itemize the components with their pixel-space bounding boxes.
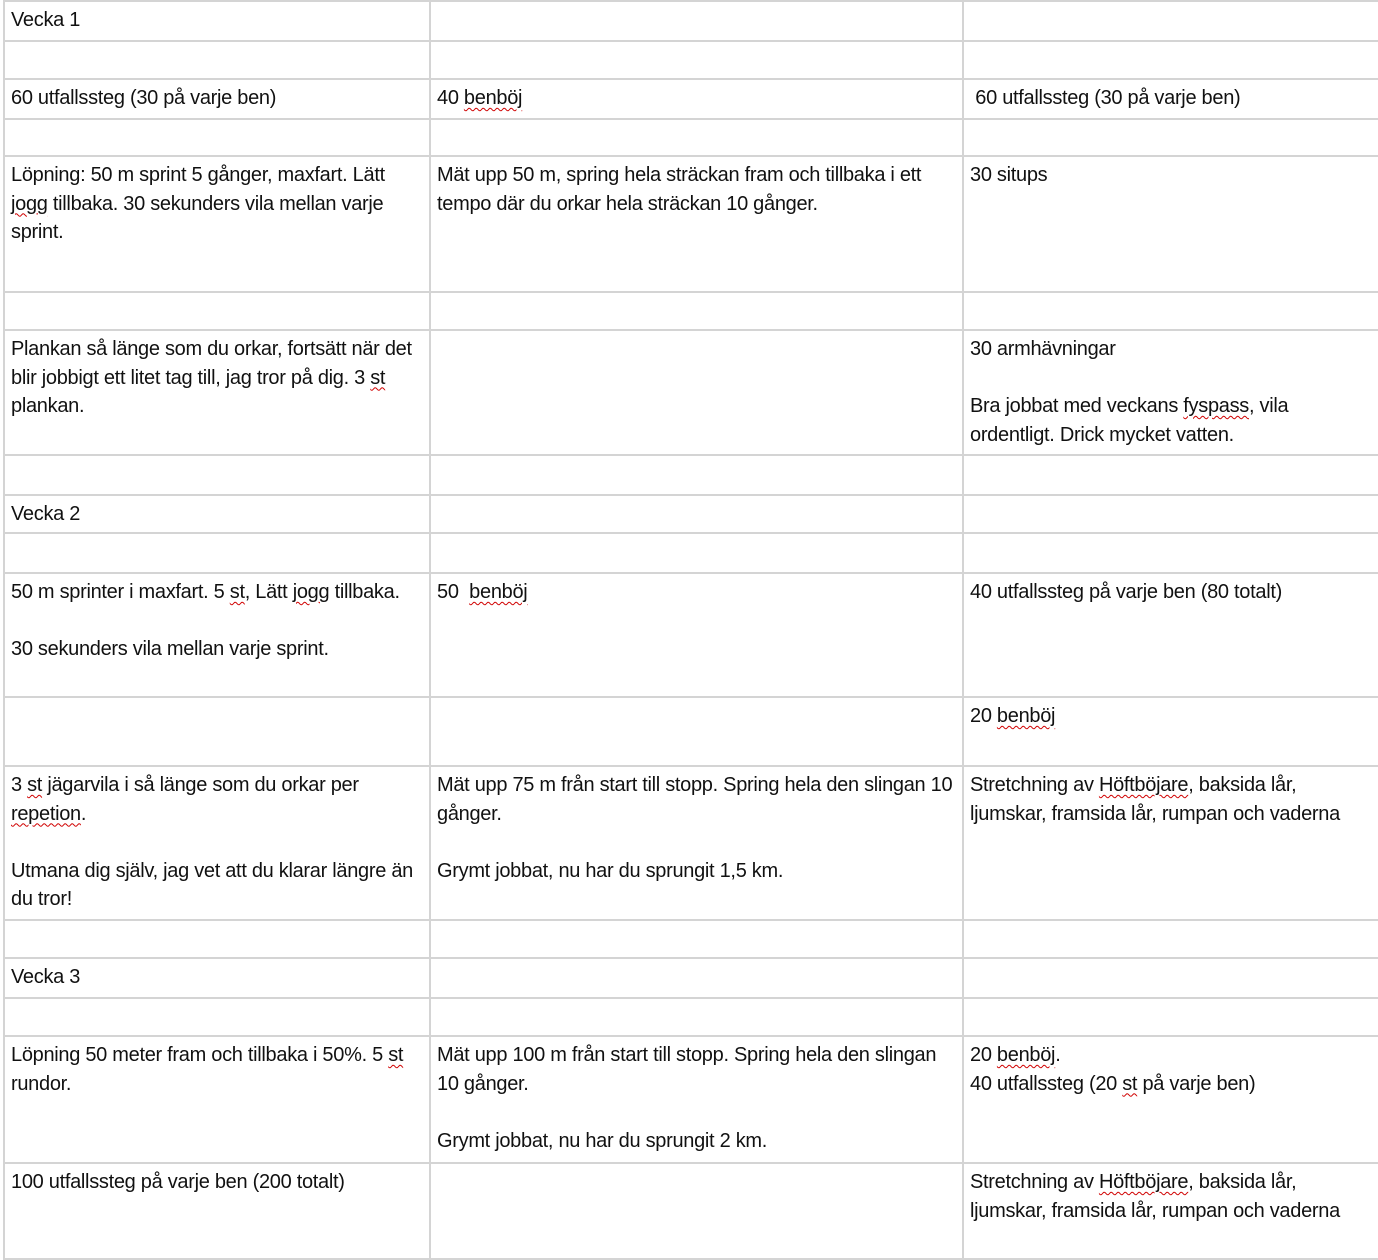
cell-paragraph: Grymt jobbat, nu har du sprungit 2 km.	[437, 1129, 768, 1152]
cell-paragraph	[970, 46, 1372, 75]
spellcheck-underline: benböj	[996, 1044, 1056, 1066]
cell-paragraph	[437, 1003, 956, 1032]
table-cell[interactable]	[430, 1, 963, 41]
table-cell[interactable]	[963, 697, 1378, 766]
cell-paragraph: Mät upp 100 m från start till stopp. Spring hela den slingan 10 gånger.	[437, 1044, 937, 1095]
table-row	[4, 1, 1378, 41]
cell-paragraph: Grymt jobbat, nu har du sprungit 1,5 km.	[437, 859, 784, 882]
cell-paragraph	[970, 963, 1372, 992]
cell-paragraph	[970, 925, 1372, 954]
table-row	[4, 1163, 1378, 1259]
cell-paragraph	[437, 46, 956, 75]
table-row	[4, 958, 1378, 998]
table-cell[interactable]	[4, 1, 430, 41]
cell-paragraph	[11, 607, 423, 636]
table-row	[4, 119, 1378, 156]
table-row	[4, 533, 1378, 573]
table-row	[4, 455, 1378, 495]
table-cell[interactable]	[430, 1163, 963, 1259]
cell-paragraph: 40 benböj	[437, 87, 523, 109]
table-row	[4, 573, 1378, 697]
table-cell[interactable]	[430, 292, 963, 330]
cell-paragraph: Utmana dig själv, jag vet att du klarar längre än du tror!	[11, 859, 413, 911]
cell-paragraph: Stretchning av Höftböjare, baksida lår, ljumskar, framsida lår, rumpan och vaderna	[970, 774, 1340, 825]
cell-paragraph: 30 situps	[970, 164, 1048, 186]
table-cell[interactable]	[963, 1, 1378, 41]
spellcheck-underline: benböj	[996, 705, 1056, 727]
cell-paragraph	[11, 460, 423, 489]
table-row	[4, 79, 1378, 119]
table-cell[interactable]	[430, 573, 963, 697]
table-cell[interactable]	[4, 495, 430, 533]
table-cell[interactable]	[4, 119, 430, 156]
table-row	[4, 292, 1378, 330]
cell-paragraph: 60 utfallssteg (30 på varje ben)	[975, 87, 1241, 109]
cell-paragraph: Plankan så länge som du orkar, fortsätt när det blir jobbigt ett litet tag till, jag tror på dig. 3 st plankan.	[11, 338, 412, 418]
cell-paragraph: Mät upp 75 m från start till stopp. Spring hela den slingan 10 gånger.	[437, 774, 953, 825]
cell-paragraph: Löpning 50 meter fram och tillbaka i 50%. 5 st rundor.	[11, 1044, 404, 1095]
cell-paragraph	[437, 335, 956, 364]
spellcheck-underline: st	[27, 774, 43, 796]
spellcheck-underline: st	[388, 1044, 404, 1066]
table-cell[interactable]	[963, 920, 1378, 958]
cell-paragraph	[970, 6, 1372, 35]
cell-paragraph	[970, 364, 1372, 393]
table-cell[interactable]	[963, 1163, 1378, 1259]
cell-paragraph: 60 utfallssteg (30 på varje ben)	[11, 87, 277, 109]
cell-paragraph	[437, 1168, 956, 1197]
cell-paragraph	[437, 702, 956, 731]
table-cell[interactable]	[430, 330, 963, 455]
table-cell[interactable]	[963, 156, 1378, 292]
table-row	[4, 156, 1378, 292]
table-cell[interactable]	[4, 573, 430, 697]
table-cell[interactable]	[963, 495, 1378, 533]
cell-paragraph	[11, 828, 423, 857]
table-cell[interactable]	[963, 533, 1378, 573]
table-cell[interactable]	[430, 79, 963, 119]
table-cell[interactable]	[4, 920, 430, 958]
cell-paragraph	[437, 124, 956, 153]
table-cell[interactable]	[4, 1163, 430, 1259]
cell-paragraph	[11, 538, 423, 567]
cell-paragraph	[970, 1003, 1372, 1032]
table-cell[interactable]	[4, 958, 430, 998]
cell-paragraph	[970, 500, 1372, 529]
spellcheck-underline: repetion	[11, 802, 81, 825]
table-row	[4, 998, 1378, 1036]
cell-paragraph: 20 benböj	[970, 705, 1056, 727]
cell-paragraph	[970, 460, 1372, 489]
spellcheck-underline: benböj	[463, 87, 523, 109]
cell-paragraph	[11, 46, 423, 75]
table-cell[interactable]	[963, 573, 1378, 697]
table-cell[interactable]	[4, 998, 430, 1036]
table-cell[interactable]	[430, 119, 963, 156]
cell-paragraph	[11, 297, 423, 326]
table-cell[interactable]	[430, 156, 963, 292]
table-cell[interactable]	[4, 1036, 430, 1163]
cell-paragraph: Stretchning av Höftböjare, baksida lår, ljumskar, framsida lår, rumpan och vaderna	[970, 1171, 1340, 1222]
document-table	[3, 0, 1378, 1260]
cell-paragraph: Bra jobbat med veckans fyspass, vila ordentligt. Drick mycket vatten.	[970, 395, 1289, 446]
cell-paragraph	[11, 124, 423, 153]
cell-paragraph	[437, 6, 956, 35]
spellcheck-underline: jogg	[11, 192, 48, 215]
cell-paragraph	[437, 1098, 956, 1127]
table-cell[interactable]	[963, 1036, 1378, 1163]
table-cell[interactable]	[4, 156, 430, 292]
table-cell[interactable]	[963, 119, 1378, 156]
table-cell[interactable]	[963, 766, 1378, 920]
spellcheck-underline: benböj	[469, 581, 528, 603]
cell-paragraph: Vecka 2	[11, 503, 81, 525]
table-cell[interactable]	[963, 330, 1378, 455]
cell-paragraph	[11, 1003, 423, 1032]
table-cell[interactable]	[4, 766, 430, 920]
cell-paragraph	[437, 925, 956, 954]
table-cell[interactable]	[4, 330, 430, 455]
spellcheck-underline: Höftböjare	[1098, 1171, 1189, 1193]
spellcheck-underline: st	[229, 581, 245, 603]
cell-paragraph	[970, 297, 1372, 326]
table-row	[4, 697, 1378, 766]
cell-paragraph: Löpning: 50 m sprint 5 gånger, maxfart. Lätt jogg tillbaka. 30 sekunders vila mellan varje sprint.	[11, 164, 385, 244]
cell-paragraph: Mät upp 50 m, spring hela sträckan fram och tillbaka i ett tempo där du orkar hela sträckan 10 gånger.	[437, 164, 922, 215]
table-cell[interactable]	[963, 958, 1378, 998]
cell-paragraph	[437, 963, 956, 992]
table-cell[interactable]	[430, 958, 963, 998]
table-cell[interactable]	[963, 41, 1378, 79]
spellcheck-underline: fyspass	[1183, 395, 1249, 418]
table-cell[interactable]	[430, 697, 963, 766]
spellcheck-underline: jogg	[292, 581, 330, 603]
table-cell[interactable]	[430, 766, 963, 920]
table-cell[interactable]	[963, 79, 1378, 119]
cell-paragraph	[11, 702, 423, 731]
cell-paragraph: 50 m sprinter i maxfart. 5 st, Lätt jogg tillbaka.	[11, 581, 400, 603]
table-cell[interactable]	[963, 998, 1378, 1036]
cell-paragraph: 50 benböj	[437, 581, 528, 603]
table-cell[interactable]	[4, 455, 430, 495]
cell-paragraph: 30 sekunders vila mellan varje sprint.	[11, 638, 329, 661]
table-row	[4, 1036, 1378, 1163]
cell-paragraph	[11, 925, 423, 954]
table-cell[interactable]	[430, 495, 963, 533]
table-body	[4, 1, 1378, 1259]
table-cell[interactable]	[4, 41, 430, 79]
cell-paragraph: 3 st jägarvila i så länge som du orkar per repetion.	[11, 774, 359, 825]
cell-paragraph: 100 utfallssteg på varje ben (200 totalt)	[11, 1171, 345, 1193]
cell-paragraph: Vecka 1	[11, 9, 81, 31]
table-cell[interactable]	[430, 455, 963, 495]
cell-paragraph: 40 utfallssteg (20 st på varje ben)	[970, 1072, 1256, 1095]
table-row	[4, 41, 1378, 79]
cell-paragraph	[437, 538, 956, 567]
table-cell[interactable]	[430, 1036, 963, 1163]
spellcheck-underline: Höftböjare	[1098, 774, 1189, 796]
cell-paragraph	[970, 124, 1372, 153]
table-cell[interactable]	[963, 292, 1378, 330]
cell-paragraph	[970, 538, 1372, 567]
table-row	[4, 766, 1378, 920]
table-cell[interactable]	[4, 79, 430, 119]
table-cell[interactable]	[4, 292, 430, 330]
cell-paragraph	[437, 500, 956, 529]
cell-paragraph	[437, 460, 956, 489]
table-row	[4, 495, 1378, 533]
table-cell[interactable]	[430, 920, 963, 958]
table-row	[4, 920, 1378, 958]
cell-paragraph: Vecka 3	[11, 966, 81, 988]
spellcheck-underline: st	[1122, 1072, 1138, 1095]
table-cell[interactable]	[430, 998, 963, 1036]
table-cell[interactable]	[963, 455, 1378, 495]
table-cell[interactable]	[4, 533, 430, 573]
table-cell[interactable]	[4, 697, 430, 766]
cell-paragraph	[437, 297, 956, 326]
cell-paragraph: 20 benböj.	[970, 1044, 1061, 1066]
cell-paragraph: 30 armhävningar	[970, 338, 1116, 360]
table-cell[interactable]	[430, 533, 963, 573]
table-cell[interactable]	[430, 41, 963, 79]
spellcheck-underline: st	[370, 366, 386, 389]
cell-paragraph: 40 utfallssteg på varje ben (80 totalt)	[970, 581, 1282, 603]
cell-paragraph	[437, 828, 956, 857]
table-row	[4, 330, 1378, 455]
